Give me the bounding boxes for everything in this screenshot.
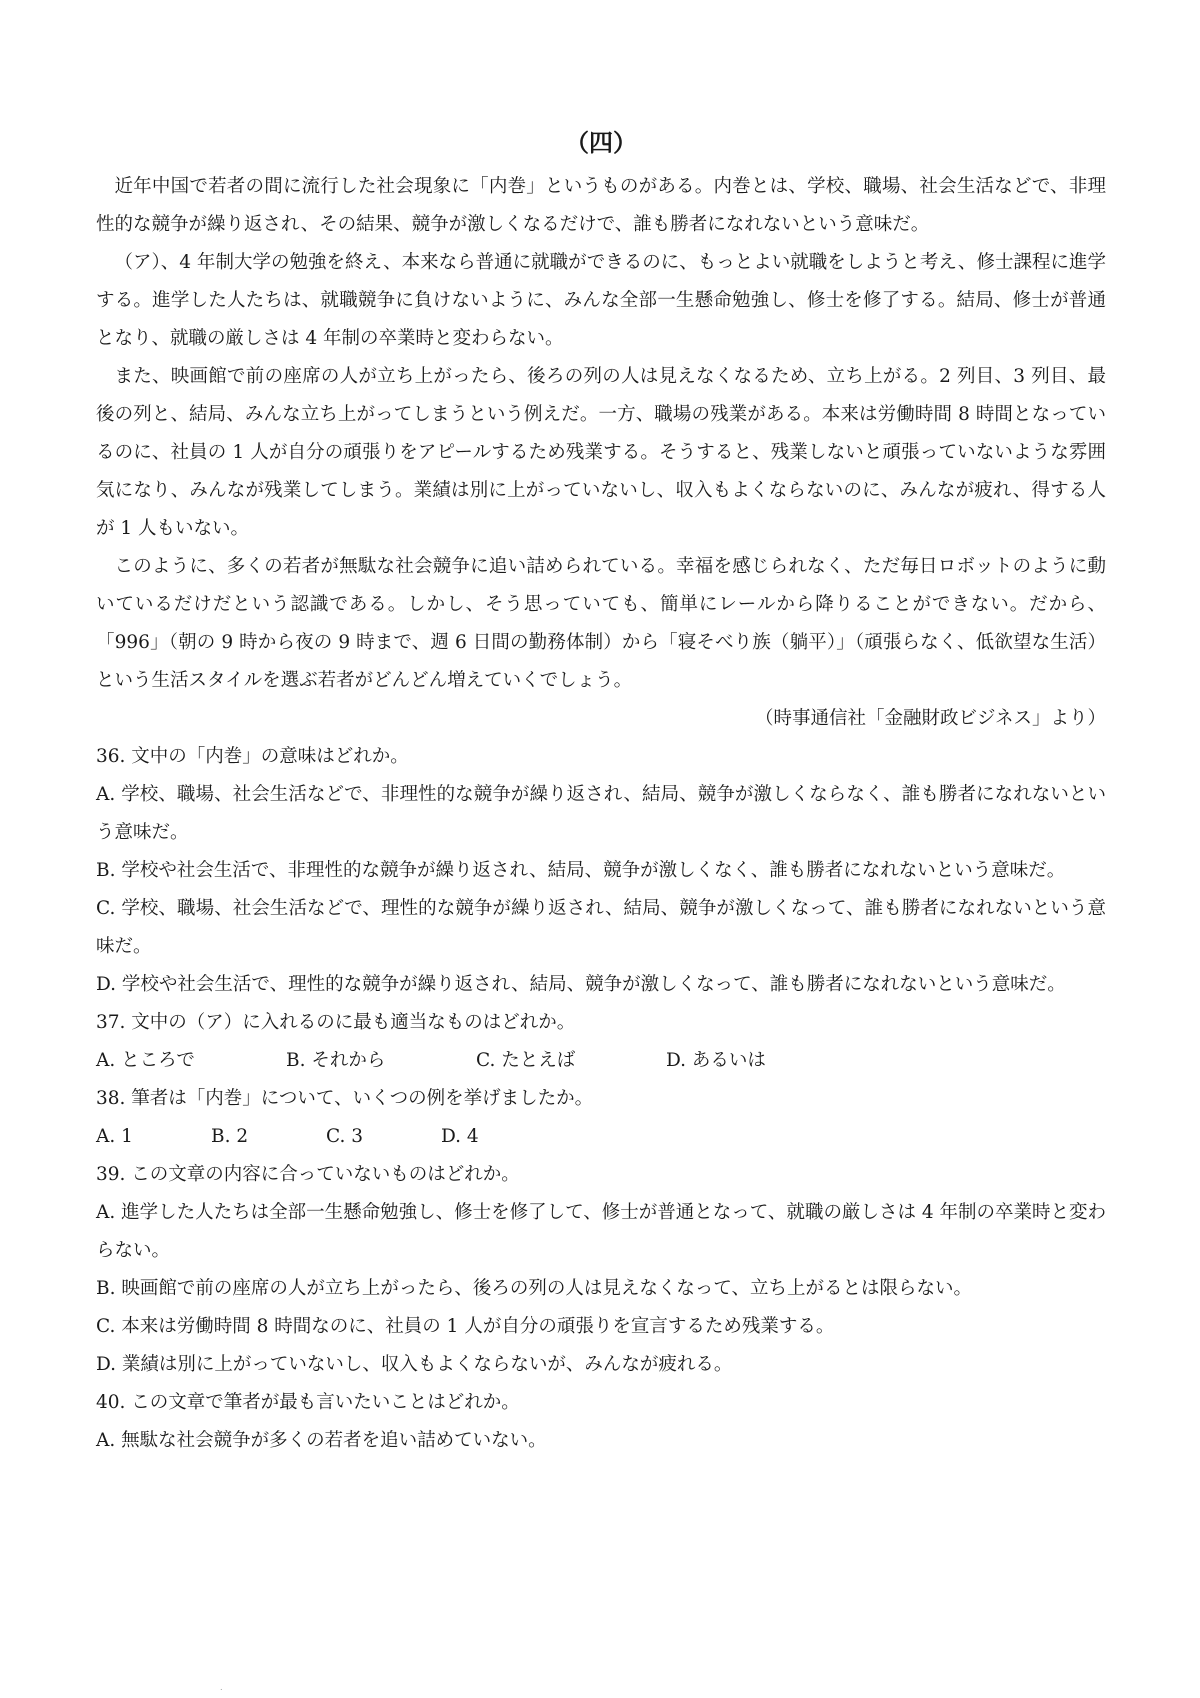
options-row [96, 1118, 1106, 1156]
question-40 [96, 1384, 1106, 1460]
options-row [96, 1042, 1106, 1080]
question-stem: 36. 文中の「内巻」の意味はどれか。 [96, 746, 409, 767]
option-a: A. 進学した人たちは全部一生懸命勉強し、修士を修了して、修士が普通となって、就職の厳しさは 4 年制の卒業時と変わらない。 [96, 1202, 1106, 1261]
question-39 [96, 1156, 1106, 1384]
exam-page [96, 128, 1106, 1460]
passage-paragraph-3: また、映画館で前の座席の人が立ち上がったら、後ろの列の人は見えなくなるため、立ち上がる。2 列目、3 列目、最後の列と、結局、みんな立ち上がってしまうという例えだ。一方、職場の残業がある。本来は労働時間 8 時間となっているのに、社員の 1 人が自分の頑張りをアピールするため残業する。そうすると、残業しないと頑張っていないような雰囲気になり、みんなが残業してしまう。業績は別に上がっていないし、収入もよくならないのに、みんなが疲れ、得する人が 1 人もいない。 [96, 366, 1106, 539]
question-36 [96, 738, 1106, 1004]
footer-mark: . [220, 1683, 223, 1692]
option-d: D. 業績は別に上がっていないし、収入もよくならないが、みんなが疲れる。 [96, 1354, 733, 1375]
question-37 [96, 1004, 1106, 1080]
option-d: D. あるいは [666, 1050, 766, 1071]
option-d: D. 4 [441, 1126, 479, 1147]
question-stem: 37. 文中の（ア）に入れるのに最も適当なものはどれか。 [96, 1012, 576, 1033]
question-38 [96, 1080, 1106, 1156]
option-c: C. 本来は労働時間 8 時間なのに、社員の 1 人が自分の頑張りを宣言するため残業する。 [96, 1316, 835, 1337]
passage-source: （時事通信社「金融財政ビジネス」より） [755, 708, 1106, 729]
question-stem: 39. この文章の内容に合っていないものはどれか。 [96, 1164, 520, 1185]
passage-paragraph-4: このように、多くの若者が無駄な社会競争に追い詰められている。幸福を感じられなく、ただ毎日ロボットのように動いているだけだという認識である。しかし、そう思っていても、簡単にレールから降りることができない。だから、「996」（朝の 9 時から夜の 9 時まで、週 6 日間の勤務体制）から「寝そべり族（躺平）」（頑張らなく、低欲望な生活）という生活スタイルを選ぶ若者がどんどん増えていくでしょう。 [96, 556, 1106, 691]
question-stem: 40. この文章で筆者が最も言いたいことはどれか。 [96, 1392, 520, 1413]
section-title: （四） [565, 128, 637, 157]
option-c: C. たとえば [476, 1050, 576, 1071]
option-a: A. 1 [96, 1126, 133, 1147]
passage-paragraph-1: 近年中国で若者の間に流行した社会現象に「内巻」というものがある。内巻とは、学校、職場、社会生活などで、非理性的な競争が繰り返され、その結果、競争が激しくなるだけで、誰も勝者になれないという意味だ。 [96, 176, 1106, 235]
option-d: D. 学校や社会生活で、理性的な競争が繰り返され、結局、競争が激しくなって、誰も勝者になれないという意味だ。 [96, 974, 1066, 995]
option-a: A. 学校、職場、社会生活などで、非理性的な競争が繰り返され、結局、競争が激しくならなく、誰も勝者になれないという意味だ。 [96, 784, 1106, 843]
option-b: B. それから [286, 1050, 386, 1071]
passage-paragraph-2: （ア）、4 年制大学の勉強を終え、本来なら普通に就職ができるのに、もっとよい就職をしようと考え、修士課程に進学する。進学した人たちは、就職競争に負けないように、みんな全部一生懸命勉強し、修士を修了する。結局、修士が普通となり、就職の厳しさは 4 年制の卒業時と変わらない。 [96, 252, 1106, 349]
option-a: A. ところで [96, 1050, 195, 1071]
question-stem: 38. 筆者は「内巻」について、いくつの例を挙げましたか。 [96, 1088, 594, 1109]
option-b: B. 2 [211, 1126, 249, 1147]
option-b: B. 映画館で前の座席の人が立ち上がったら、後ろの列の人は見えなくなって、立ち上がるとは限らない。 [96, 1278, 972, 1299]
option-c: C. 3 [326, 1126, 364, 1147]
option-b: B. 学校や社会生活で、非理性的な競争が繰り返され、結局、競争が激しくなく、誰も勝者になれないという意味だ。 [96, 860, 1066, 881]
option-a: A. 無駄な社会競争が多くの若者を追い詰めていない。 [96, 1430, 547, 1451]
option-c: C. 学校、職場、社会生活などで、理性的な競争が繰り返され、結局、競争が激しくなって、誰も勝者になれないという意味だ。 [96, 898, 1106, 957]
